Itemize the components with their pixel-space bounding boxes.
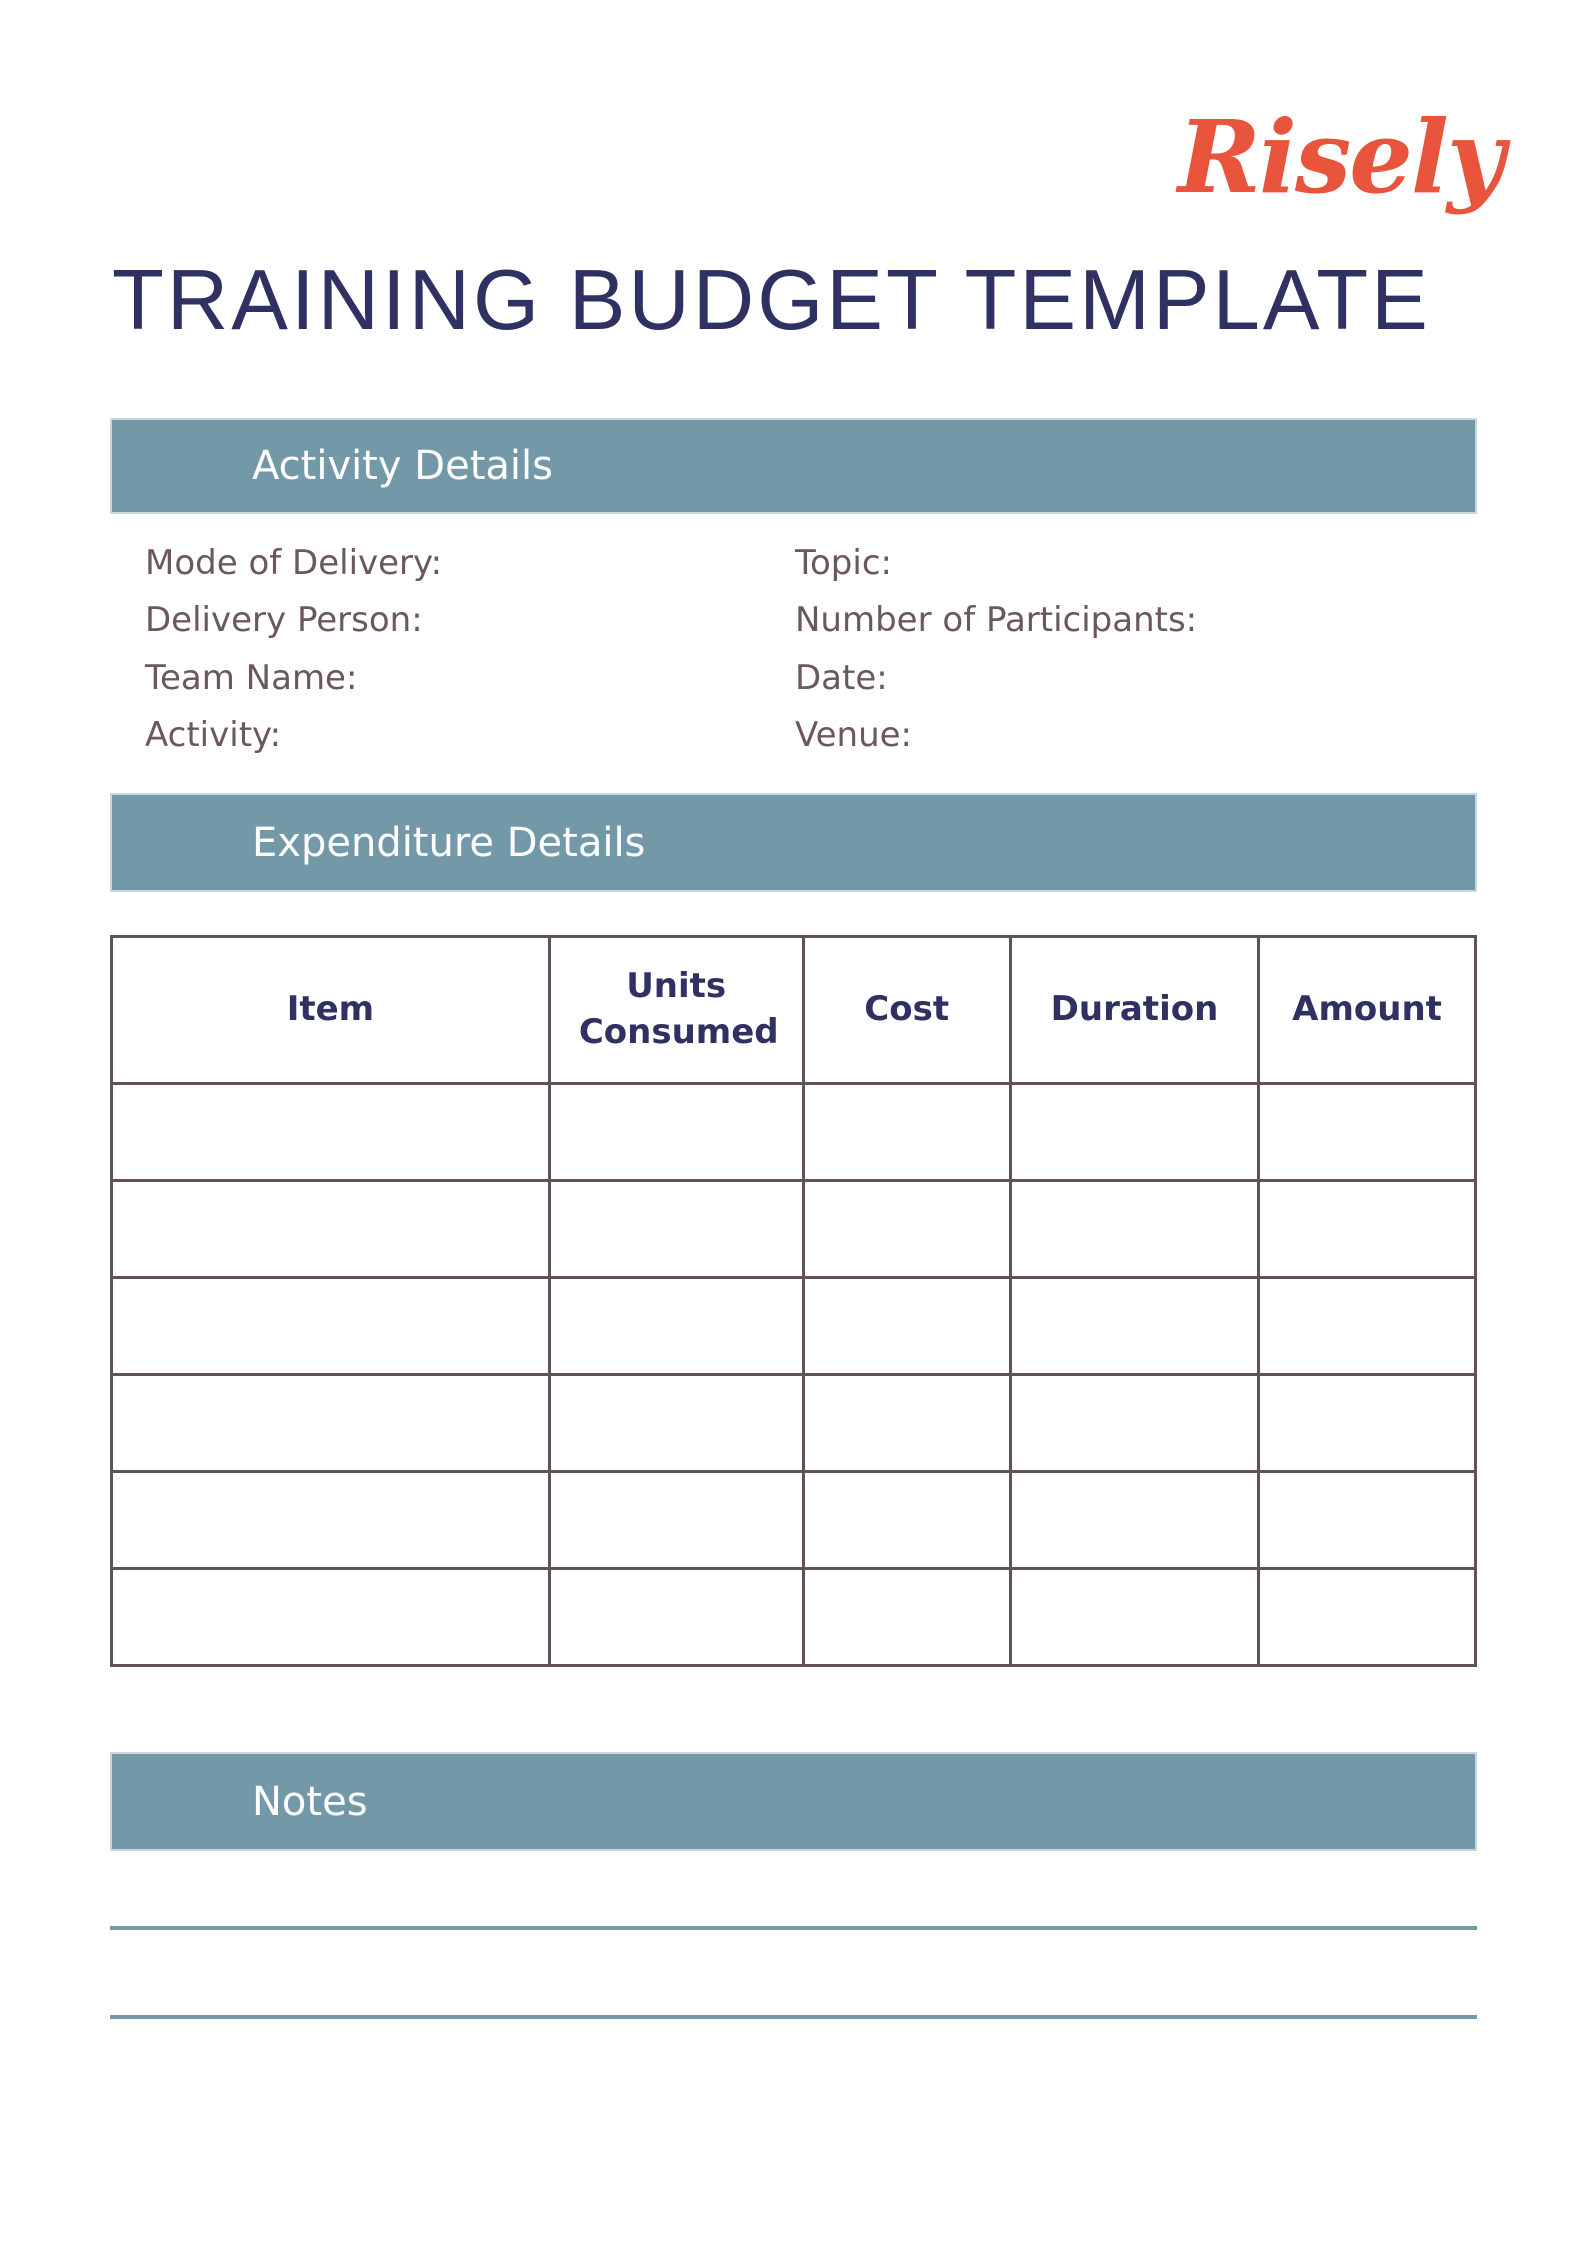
expenditure-details-header-bar — [110, 793, 1477, 892]
expenditure-table-cell — [549, 1472, 803, 1569]
column-header-duration: Duration — [1010, 937, 1258, 1084]
expenditure-table-cell — [803, 1278, 1010, 1375]
expenditure-table-cell — [549, 1084, 803, 1181]
column-header-cost: Cost — [803, 937, 1010, 1084]
field-label-date: Date: — [795, 657, 888, 698]
expenditure-table-cell — [1259, 1278, 1476, 1375]
expenditure-table-cell — [1010, 1278, 1258, 1375]
notes-header-bar — [110, 1752, 1477, 1851]
expenditure-table-cell — [112, 1084, 550, 1181]
expenditure-table-row — [112, 1181, 1476, 1278]
expenditure-table-cell — [549, 1569, 803, 1666]
expenditure-table-cell — [112, 1569, 550, 1666]
expenditure-table-row — [112, 1278, 1476, 1375]
expenditure-table-cell — [549, 1375, 803, 1472]
activity-details-header-bar — [110, 418, 1477, 514]
risely-logo: Risely — [1177, 98, 1503, 216]
expenditure-details-header-label: Expenditure Details — [252, 819, 646, 866]
expenditure-table-cell — [112, 1375, 550, 1472]
notes-header-label: Notes — [252, 1778, 368, 1825]
activity-fields — [110, 534, 1477, 764]
expenditure-table-cell — [803, 1569, 1010, 1666]
expenditure-table-cell — [549, 1278, 803, 1375]
expenditure-table-cell — [1259, 1375, 1476, 1472]
expenditure-table-cell — [803, 1375, 1010, 1472]
expenditure-table-cell — [803, 1181, 1010, 1278]
notes-line — [110, 1926, 1477, 1930]
field-label-activity: Activity: — [145, 715, 282, 756]
notes-line — [110, 2015, 1477, 2019]
field-label-team-name: Team Name: — [145, 657, 358, 698]
expenditure-table-cell — [1010, 1181, 1258, 1278]
expenditure-table-row — [112, 1472, 1476, 1569]
expenditure-table-header-row — [112, 937, 1476, 1084]
column-header-item: Item — [112, 937, 550, 1084]
expenditure-table-cell — [1259, 1472, 1476, 1569]
field-label-venue: Venue: — [795, 715, 913, 756]
notes-lines — [110, 1926, 1477, 2104]
expenditure-table-cell — [112, 1472, 550, 1569]
expenditure-table — [110, 935, 1477, 1667]
field-label-number-of-participants: Number of Participants: — [795, 600, 1198, 641]
expenditure-table-cell — [1259, 1569, 1476, 1666]
expenditure-table-cell — [112, 1278, 550, 1375]
expenditure-table-row — [112, 1569, 1476, 1666]
expenditure-table-cell — [549, 1181, 803, 1278]
page-title: TRAINING BUDGET TEMPLATE — [112, 253, 1431, 348]
expenditure-table-cell — [803, 1084, 1010, 1181]
expenditure-table-cell — [1010, 1084, 1258, 1181]
field-label-topic: Topic: — [795, 542, 892, 583]
expenditure-table-cell — [1259, 1181, 1476, 1278]
expenditure-table-row — [112, 1084, 1476, 1181]
field-label-delivery-person: Delivery Person: — [145, 600, 423, 641]
expenditure-table-row — [112, 1375, 1476, 1472]
field-label-mode-of-delivery: Mode of Delivery: — [145, 542, 443, 583]
expenditure-table-body — [112, 1084, 1476, 1666]
expenditure-table-cell — [803, 1472, 1010, 1569]
activity-details-header-label: Activity Details — [252, 443, 553, 489]
expenditure-table-cell — [112, 1181, 550, 1278]
column-header-units-consumed: Units Consumed — [549, 937, 803, 1084]
expenditure-table-cell — [1010, 1569, 1258, 1666]
expenditure-table-cell — [1010, 1472, 1258, 1569]
expenditure-table-cell — [1010, 1375, 1258, 1472]
expenditure-table-cell — [1259, 1084, 1476, 1181]
column-header-amount: Amount — [1259, 937, 1476, 1084]
